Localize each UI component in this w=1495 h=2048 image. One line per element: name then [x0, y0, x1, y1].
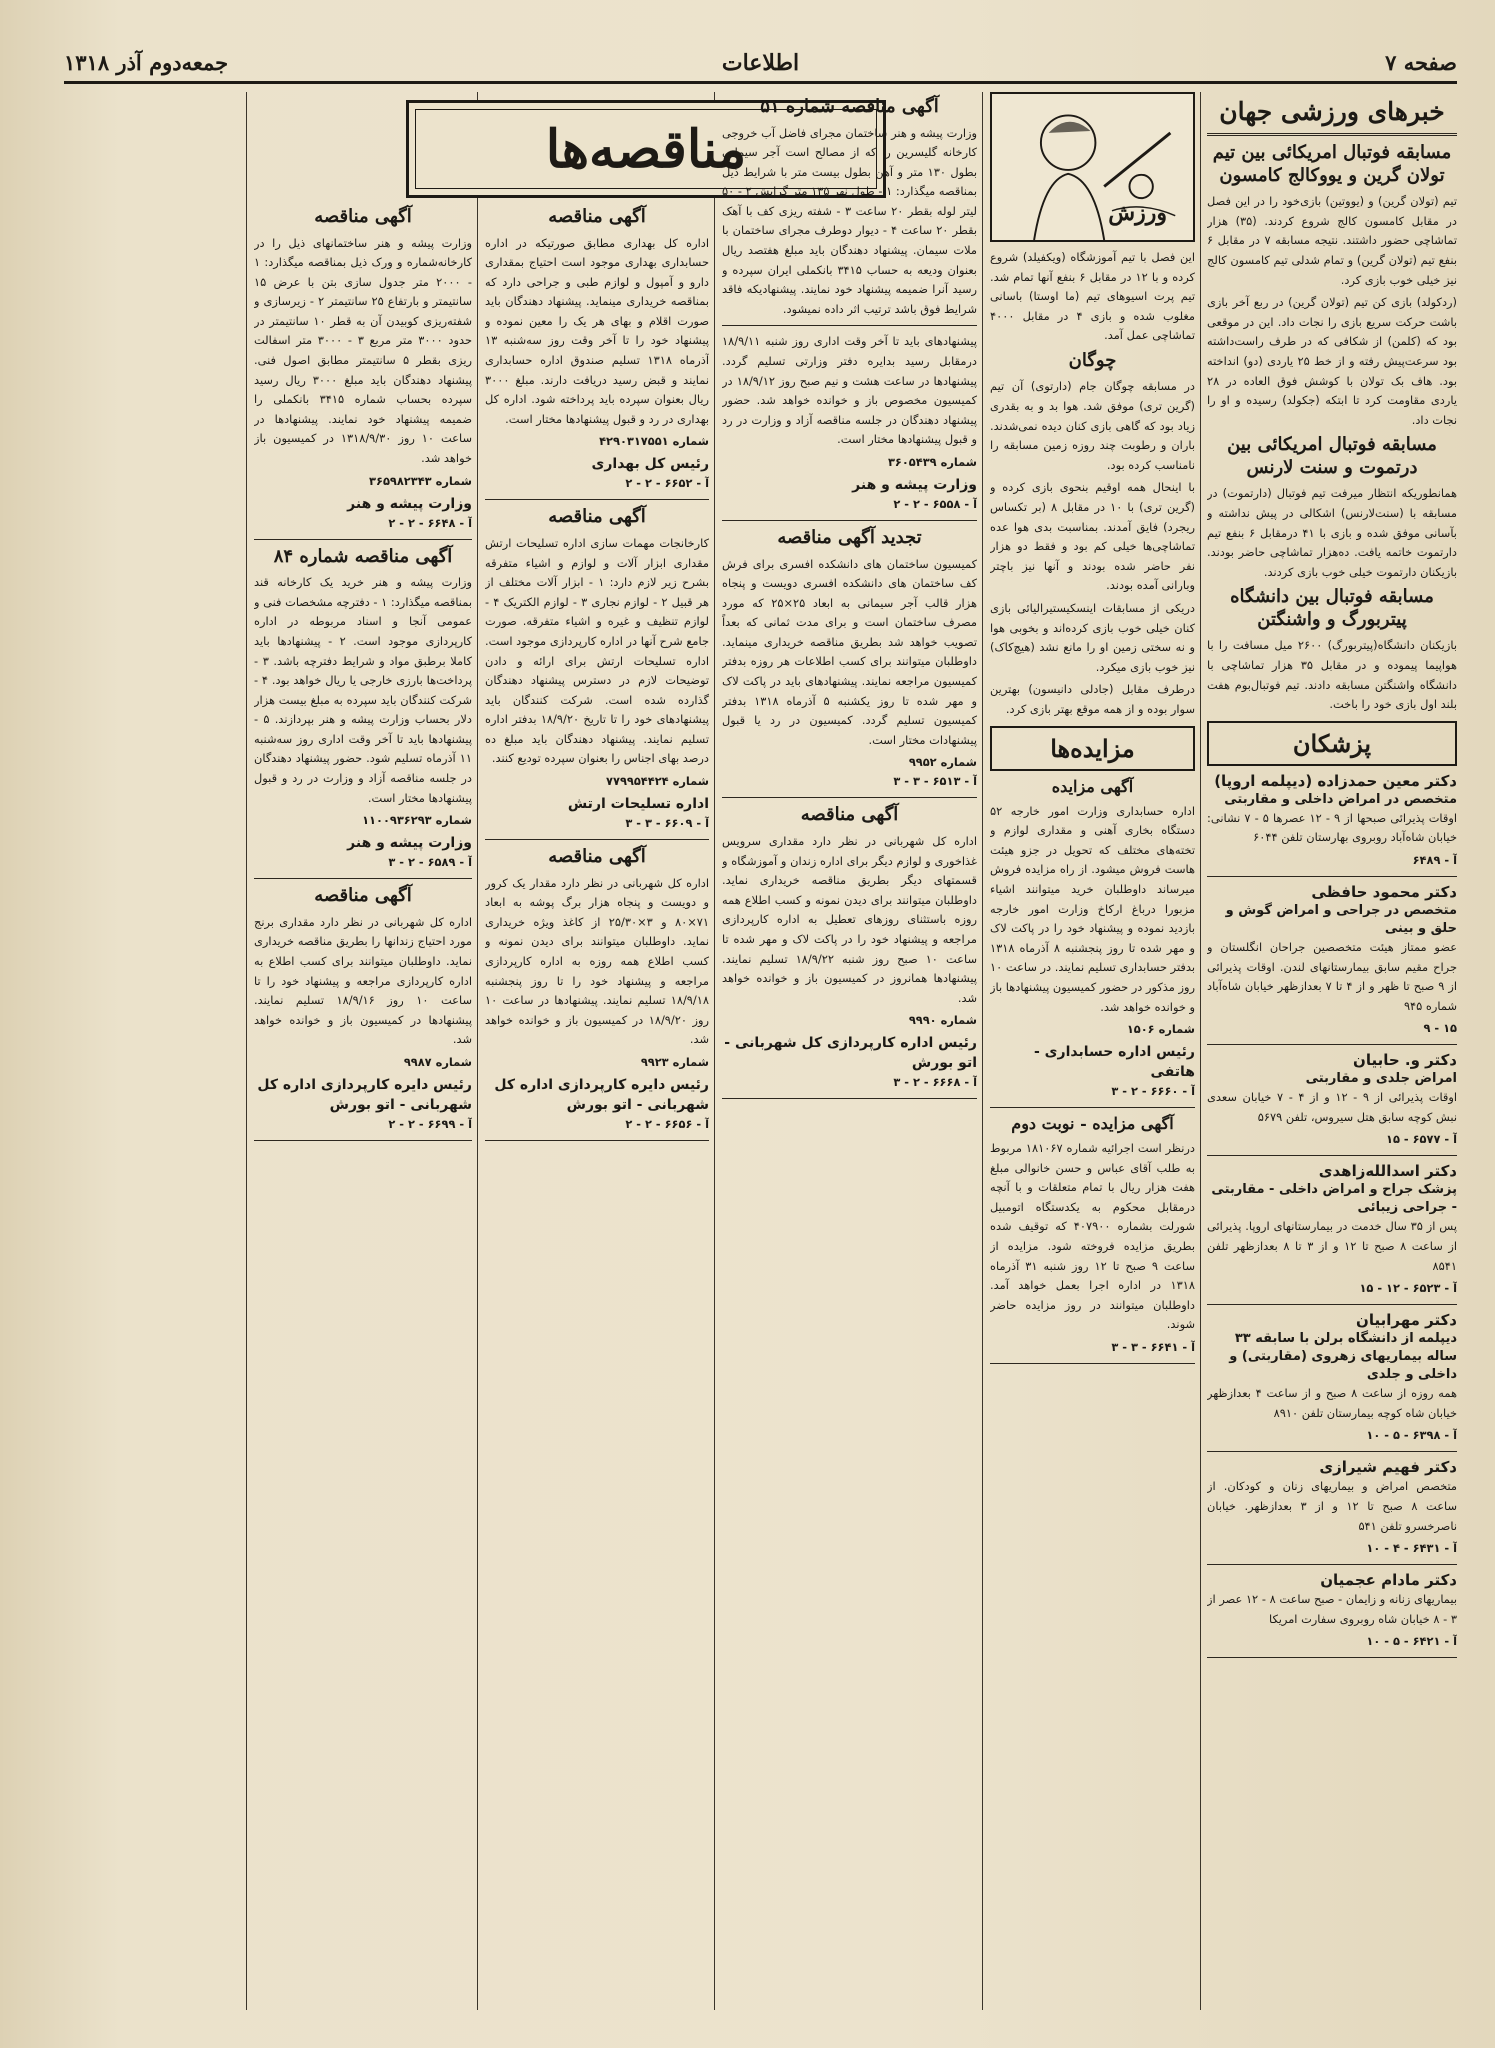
tenders-column-a — [722, 92, 977, 2010]
divider — [1207, 1657, 1457, 1658]
page-number: صفحه ۷ — [1385, 50, 1457, 75]
divider — [1207, 1304, 1457, 1305]
polo-intro: این فصل با تیم آموزشگاه (ویکفیلد) شروع کرده و با ۱۲ در مقابل ۶ بنفع آنها تمام شد. تیم پرت اسیوهای تیم (ما اوستا) باسانی مغلوب شده و بازی ۴ در مقابل ۴۰۰۰ تماشاچی عمل آمد. — [990, 250, 1195, 343]
divider — [1207, 1155, 1457, 1156]
tender-sign: رئیس اداره کارپردازی کل شهربانی - اتو بورش — [724, 1035, 977, 1072]
divider — [1207, 1044, 1457, 1045]
sports-body: تیم (تولان گرین) و (یووتین) بازی‌خود را در این فصل در مقابل کامسون کالج شروع کردند. (۳۵) هزار تماشاچی حضور داشتند. نتیجه مسابقه ۷ در مقابل ۶ بنفع تیم (تولان گرین) و تمام شدلی تیم کامسون کالج نیز خیلی خوب بازی کرد. — [1207, 194, 1457, 287]
tender-code: آ - ۶۶۵۲ - ۲ - ۲ — [625, 476, 709, 491]
auction-code: آ - ۶۶۴۱ - ۳ - ۳ — [1111, 1340, 1195, 1355]
column-rule — [1200, 92, 1201, 2010]
tender-ref: شماره ۱۱۰۰۹۳۶۲۹۳ — [362, 813, 472, 828]
sports-headline: مسابقه فوتبال امریکائی بین تیم تولان گرین و یووکالج کامسون — [1212, 142, 1452, 186]
divider — [485, 499, 709, 500]
doctor-details: اوقات پذیرائی صبحها از ۹ - ۱۲ عصرها ۵ - ۷ نشانی: خیابان شاه‌آباد روبروی بهارستان تلفن ۶۰۴۴ — [1207, 810, 1457, 845]
tender-code: آ - ۶۵۸۹ - ۲ - ۳ — [388, 855, 472, 870]
doctor-name: دکتر اسدالله‌زاهدی — [1318, 1162, 1457, 1181]
sports-title: خبرهای ورزشی جهان — [1219, 97, 1445, 126]
tender-code: آ - ۶۶۴۸ - ۲ - ۲ — [388, 515, 472, 530]
tender-ref: شماره ۹۹۸۷ — [403, 1054, 472, 1069]
doctor-details: عضو ممتاز هیئت متخصصین جراحان انگلستان و جراح مقیم سابق بیمارستانهای لندن. اوقات پذیرائی از ۹ صبح تا ظهر و از ۴ تا ۷ بعدازظهر خیابان شاه‌آباد شماره ۹۴۵ — [1207, 939, 1457, 1013]
tender-code: آ - ۶۶۰۹ - ۳ - ۳ — [625, 816, 709, 831]
sports-body: همانطوریکه انتظار میرفت تیم فوتبال (دارتموت) در مسابقه با (سنت‌لارنس) اشکالی در پیش نداشته و بآسانی موفق شده و بازی با ۴۱ درمقابل ۶ بنفع تیم دارتموت خاتمه یافت. ده‌هزار تماشاچی حاضر بودند. بازیکنان دارتموت خیلی خوب بازی کردند. — [1207, 486, 1457, 579]
tender-code: آ - ۶۵۵۸ - ۲ - ۲ — [893, 497, 977, 511]
tender-body: وزارت پیشه و هنر ساختمان مجرای فاضل آب خروجی کارخانه گلیسرین را که از مصالح است آجر سیمانی بطول ۱۳۰ متر و آهن بطول بیست متر با شرایط ذیل بمناقصه میگذارد: ۱ - طول نهر ۱۳۵ متر گرایش ۲ - ۵۰ لیتر لوله بقطر ۲۰ ساعت ۳ - شفته ریزی کف با آهک بقطر ۲۰ ساعت ۴ - دیوار دوطرف مجرای ساختمان با ملات سیمان. پیشنهاد دهندگان باید مبلغ هفتصد ریال بعنوان ودیعه به حساب ۳۴۱۵ بانکملی ایران سپرده و رسید آنرا ضمیمه پیشنهاد خود نمایند. پیشنهادیکه فاقد شرایط فوق باشد ترتیب اثر داده نمیشود. — [722, 125, 977, 316]
tenders-column-d — [38, 92, 241, 2010]
divider — [722, 520, 977, 521]
auction-ref: شماره ۱۵۰۶ — [1126, 1022, 1195, 1037]
tenders-column-c — [254, 92, 472, 2010]
polo-column — [990, 92, 1195, 2010]
doctor-ref: آ - ۶۳۹۸ - ۵ - ۱۰ — [1366, 1428, 1457, 1443]
doctor-ref: ۱۵ - ۹ — [1423, 1021, 1457, 1036]
divider — [1207, 1451, 1457, 1452]
doctor-ref: آ - ۶۵۷۷ - ۱۵ — [1386, 1132, 1457, 1147]
polo-body — [990, 377, 1195, 719]
column-rule — [714, 92, 715, 2010]
tender-sign: وزارت پیشه و هنر — [347, 495, 472, 512]
doctors-title: پزشکان — [1207, 721, 1457, 766]
doctor-name: دکتر و. حابیان — [1353, 1051, 1457, 1070]
tender-ref: شماره ۴۲۹۰۳۱۷۵۵۱ — [599, 434, 709, 449]
divider — [722, 797, 977, 798]
sports-illustration — [990, 92, 1195, 242]
tender-sign: رئیس دایره کارپردازی اداره کل شهربانی - اتو بورش — [494, 1076, 709, 1113]
tenders-column-b — [485, 92, 709, 2010]
tender-ref: شماره ۹۹۵۲ — [908, 755, 977, 770]
tender-ref: شماره ۳۶۰۵۴۳۹ — [887, 455, 977, 469]
polo-paragraph: با اینحال همه اوقیم بنحوی بازی کرده و (گرین تری) با ۱۰ در مقابل ۸ (بر تکساس ریجرد) فایق آمدند. بمناسبت بدی هوا عده تماشاچی‌ها خیلی کم بود و فقط دو هزار نفر حاضر شده بودند و آنها نیز باچتر وبارانی آمده بودند. — [990, 480, 1195, 593]
tender-list — [254, 206, 472, 1141]
doctor-specialty: دیپلمه از دانشگاه برلن با سابقه ۳۳ ساله بیماریهای زهروی (مقاربتی) و داخلی و جلدی — [1229, 1331, 1457, 1383]
tender-head: آگهی مناقصه — [800, 804, 899, 826]
tender-sign: رئیس کل بهداری — [591, 456, 709, 473]
tender-ref: شماره ۹۹۲۳ — [640, 1054, 709, 1069]
doctor-details: پس از ۳۵ سال خدمت در بیمارستانهای اروپا. پذیرائی از ساعت ۸ صبح تا ۱۲ و از ۳ تا ۸ بعدازظهر تلفن ۸۵۴۱ — [1207, 1219, 1457, 1273]
issue-date: جمعه‌دوم آذر ۱۳۱۸ — [64, 50, 229, 75]
polo-paragraph: دریکی از مسابقات اینسکیستیرالیائی بازی کنان خیلی خوب بازی کرده‌اند و بخوبی هوا و نه سختی زمین او را مانع نشد (هیچ‌کاک) نیز خوب بازی میکرد. — [990, 601, 1195, 674]
tender-body: کارخانجات مهمات سازی اداره تسلیحات ارتش مقداری ابزار آلات و لوازم و اشیاء متفرقه بشرح زیر لازم دارد: ۱ - ابزار آلات مختلف از هر قبیل ۲ - لوازم نجاری ۳ - لوازم الکتریک ۴ - لوازم تنظیف و غیره و اشیاء متفرقه. صورت جامع شرح آنها در اداره کارپردازی موجود است. اداره تسلیحات ارتش برای ارائه و دادن توضیحات لازم در دسترس پیشنهاد دهندگان گذارده شده است. شرکت کنندگان باید پیشنهادهای خود را تا تاریخ ۱۸/۹/۲۰ بدفتر اداره تسلیم نمایند. پیشنهاد دهندگان باید مبلغ ده درصد بهای اجناس را بعنوان سپرده تودیع کنند. — [485, 535, 709, 766]
tender-list — [485, 206, 709, 1141]
sports-column — [1207, 92, 1457, 2010]
doctor-name: دکتر مادام عجمیان — [1320, 1571, 1457, 1590]
divider — [722, 1098, 977, 1099]
column-rule — [246, 92, 247, 2010]
tender-code: آ - ۶۶۹۹ - ۲ - ۲ — [388, 1116, 472, 1131]
doctor-ref: آ - ۶۴۲۱ - ۵ - ۱۰ — [1366, 1634, 1457, 1649]
auction-body: درنظر است اجرائیه شماره ۱۸۱۰۶۷ مربوط به طلب آقای عباس و حسن خانوالی مبلغ هفت هزار ریال با تمام متعلقات و با آنچه درمقابل محکوم به یکدستگاه اتومبیل شورلت بشماره ۴۰۷۹۰۰ که توقیف شده بطریق مزایده فروخته شود. مزایده از ساعت ۹ صبح تا ۱۲ روز شنبه ۳۱ آذرماه ۱۳۱۸ در اداره اجرا بعمل خواهد آمد. داوطلبان میتوانند در روز مزایده حاضر شوند. — [990, 1141, 1195, 1332]
doctor-name: دکتر مهرابیان — [1356, 1311, 1457, 1330]
tender-body: وزارت پیشه و هنر خرید یک کارخانه قند بمناقصه میگذارد: ۱ - دفترچه مشخصات فنی و عمومی آنجا و اسناد مربوطه در اداره کارپردازی موجود است. ۲ - پیشنهادها باید کاملا برطبق مواد و شرایط دفترچه باشد. ۳ - پرداخت‌ها بارزی خارجی یا ریال خواهد بود. ۴ - شرکت کنندگان باید سپرده به مبلغ بیست هزار دلار بحساب وزارت پیشه و هنر بپردازند. ۵ - پیشنهادها باید تا آخر وقت اداری روز سه‌شنبه ۱۱ آذرماه تسلیم شود. حضور پیشنهاد دهندگان در جلسه مناقصه آزاد و وزارت در رد و قبول پیشنهادها مختار است. — [254, 575, 472, 805]
auctions-title: مزایده‌ها — [990, 726, 1195, 771]
tender-head: آگهی مناقصه شماره ۵۱ — [760, 96, 939, 117]
auction-sign: رئیس اداره حسابداری - هاتفی — [1034, 1044, 1195, 1081]
tender-head: آگهی مناقصه — [548, 846, 646, 868]
sports-headline: مسابقه فوتبال بین دانشگاه پیتربورگ و واشنگتن — [1230, 586, 1434, 630]
tender-body: اداره کل شهربانی در نظر دارد مقداری سرویس غذاخوری و لوازم دیگر برای اداره زندان و آموزشگاه و قسمتهای دیگر بطریق مناقصه خریداری نماید. داوطلبان میتوانند برای دیدن نمونه و کسب اطلاع همه روزه باستثنای روزهای تعطیل به اداره کارپردازی مراجعه و پیشنهاد خود را در پاکت لاک و مهر شده تا ساعت ۱۰ صبح روز شنبه ۱۸/۹/۲۲ تسلیم نمایند. پیشنهادها همانروز در کمیسیون باز و خوانده خواهد شد. — [722, 833, 977, 1005]
auction-head: آگهی مزایده - نوبت دوم — [1011, 1114, 1174, 1134]
auctions-list — [990, 777, 1195, 1364]
doctor-ref: آ - ۶۵۲۳ - ۱۲ - ۱۵ — [1359, 1281, 1457, 1296]
doctor-details: همه روزه از ساعت ۸ صبح و از ساعت ۴ بعدازظهر خیابان شاه کوچه بیمارستان تلفن ۸۹۱۰ — [1207, 1386, 1457, 1420]
divider — [254, 539, 472, 540]
doctor-ref: آ - ۶۴۳۱ - ۴ - ۱۰ — [1366, 1541, 1457, 1556]
sports-body: بازیکنان دانشگاه(پیتربورگ) ۲۶۰۰ میل مسافت را با هواپیما پیموده و در مقابل ۳۵ هزار تماشاچی با دانشگاه واشنگتن مسابقه دادند. تیم فوتبال‌بوم هفت بلند اول بازی خود را باخت. — [1207, 638, 1457, 712]
divider — [990, 1107, 1195, 1108]
divider — [990, 1363, 1195, 1364]
doctor-name: دکتر محمود حافظی — [1311, 882, 1457, 901]
tender-head: آگهی مناقصه شماره ۸۴ — [273, 545, 453, 567]
doctor-specialty: امراض جلدی و مقاربتی — [1305, 1071, 1457, 1087]
tender-code: آ - ۶۶۶۸ - ۲ - ۳ — [893, 1075, 977, 1090]
tender-body: کمیسیون ساختمان های دانشکده افسری برای فرش کف ساختمان های دانشکده افسری دویست و پنجاه هزار قالب آجر سیمانی به ابعاد ۲۵×۲۵ که مورد مصرف ساختمان است و برای مدت ثمانی که بعداً تصویب خواهد شد بطریق مناقصه خریداری مینماید. داوطلبان میتوانند برای کسب اطلاعات هر روزه بدفتر کمیسیون مراجعه نمایند. پیشنهادهای باید در پاکت لاک و مهر شده تا روز یکشنبه ۵ آذرماه ۱۳۱۸ بدفتر کمیسیون تسلیم گردد. کمیسیون در رد یا قبول پیشنهادات مختار است. — [722, 556, 977, 747]
tender-ref: شماره ۳۶۵۹۸۲۳۴۳ — [369, 473, 472, 488]
tender-body: پیشنهادهای باید تا آخر وقت اداری روز شنبه ۱۸/۹/۱۱ درمقابل رسید بدایره دفتر وزارتی تسلیم گردد. پیشنهادها در ساعت هشت و نیم صبح روز ۱۸/۹/۱۲ در کمیسیون مخصوص باز و خوانده خواهد شد. حضور پیشنهاد دهندگان در جلسه مناقصه آزاد و وزارت در رد و قبول پیشنهادها مختار است. — [722, 334, 977, 447]
divider — [1207, 1564, 1457, 1565]
polo-paragraph: درطرف مقابل (جادلی دانیسون) بهترین سوار بوده و از همه موقع بهتر بازی کرد. — [990, 682, 1195, 716]
column-rule — [982, 92, 983, 2010]
tender-body: اداره کل شهربانی در نظر دارد مقداری برنج مورد احتیاج زندانها را بطریق مناقصه خریداری نماید. داوطلبان میتوانند برای کسب اطلاع به اداره کارپردازی مراجعه و پیشنهاد خود را تا ساعت ۱۰ روز ۱۸/۹/۱۶ تسلیم نمایند. پیشنهادها در کمیسیون باز و خوانده خواهد شد. — [254, 914, 472, 1047]
doctor-name: دکتر فهیم شیرازی — [1319, 1458, 1457, 1477]
tender-code: آ - ۶۶۵۶ - ۲ - ۲ — [625, 1116, 709, 1131]
tender-list — [722, 96, 977, 1099]
auction-code: آ - ۶۶۶۰ - ۲ - ۳ — [1111, 1084, 1195, 1099]
tender-sign: رئیس دایره کارپردازی اداره کل شهربانی - اتو بورش — [257, 1076, 472, 1113]
doctor-specialty: متخصص در جراحی و امراض گوش و حلق و بینی — [1225, 902, 1457, 936]
masthead — [64, 44, 1457, 84]
divider — [485, 1140, 709, 1141]
sports-art-label: ورزش — [1108, 200, 1167, 226]
divider — [254, 1140, 472, 1141]
tender-ref: شماره ۹۹۹۰ — [908, 1013, 977, 1028]
sports-articles — [1207, 142, 1457, 714]
doctor-details: اوقات پذیرائی از ۹ - ۱۲ و از ۴ - ۷ خیابان سعدی نبش کوچه سابق هتل سیروس، تلفن ۵۶۷۹ — [1207, 1090, 1457, 1124]
tender-head: تجدید آگهی مناقصه — [777, 527, 922, 548]
tender-sign: وزارت پیشه و هنر — [347, 835, 472, 852]
tender-body: اداره کل بهداری مطابق صورتیکه در اداره حسابداری بهداری موجود است احتیاج بمقداری دارو و آمپول و لوازم طبی و جراحی دارد که بمناقصه خریداری مینماید. پیشنهاد دهندگان باید صورت اقلام و بهای هر یک را معین نموده و پیشنهاد خود را تا آخر وقت روز سه‌شنبه ۱۳ آذرماه ۱۳۱۸ تسلیم صندوق اداره حسابداری نمایند و قبض رسید دریافت دارند. مبلغ ۳۰۰۰ ریال بعنوان سپرده باید پرداخته شود. اداره کل بهداری در رد و قبول پیشنهادها مختار است. — [485, 235, 709, 426]
auction-head: آگهی مزایده — [1051, 776, 1134, 796]
sports-headline: مسابقه فوتبال امریکائی بین درتموت و سنت لارنس — [1227, 434, 1437, 478]
doctor-ref: آ - ۶۴۸۹ — [1412, 852, 1457, 867]
divider — [722, 325, 977, 326]
tender-ref: شماره ۷۷۹۹۵۴۴۲۴ — [606, 774, 709, 789]
divider — [1207, 876, 1457, 877]
tender-sign: وزارت پیشه و هنر — [852, 477, 977, 493]
tender-head: آگهی مناقصه — [314, 206, 412, 227]
tender-head: آگهی مناقصه — [314, 885, 412, 907]
divider — [485, 839, 709, 840]
polo-head: چوگان — [1068, 349, 1117, 371]
paper-name: اطلاعات — [721, 49, 800, 76]
doctor-specialty: پزشک جراح و امراض داخلی - مقاربتی - جراحی زیبائی — [1211, 1182, 1457, 1216]
tender-head: آگهی مناقصه — [548, 506, 646, 528]
tender-sign: اداره تسلیحات ارتش — [567, 796, 709, 813]
tender-body: اداره کل شهربانی در نظر دارد مقدار یک کرور و دویست و پنجاه هزار برگ پوشه به ابعاد ۷۱×۸۰ و ۳×۲۵/۳۰ از کاغذ ویژه خریداری نماید. داوطلبان میتوانند برای دیدن نمونه و کسب اطلاع همه روزه به اداره کارپردازی مراجعه و پیشنهاد خود را تا روز پنجشنبه ۱۸/۹/۱۸ تسلیم نمایند. پیشنهادها در ساعت ۱۰ روز ۱۸/۹/۲۰ در کمیسیون باز و خوانده خواهد شد. — [485, 875, 709, 1047]
doctor-details: بیماریهای زنانه و زایمان - صبح ساعت ۸ - ۱۲ عصر از ۳ - ۸ خیابان شاه روبروی سفارت امریکا — [1207, 1592, 1457, 1626]
tender-head: آگهی مناقصه — [548, 206, 646, 227]
doctor-details: متخصص امراض و بیماریهای زنان و کودکان. از ساعت ۸ صبح تا ۱۲ و از ۳ بعدازظهر. خیابان ناصرخسرو تلفن ۵۴۱ — [1207, 1479, 1457, 1533]
doctor-name: دکتر معین حمدزاده (دیپلمه اروپا) — [1214, 771, 1457, 790]
doctor-specialty: متخصص در امراض داخلی و مقاربتی — [1224, 791, 1457, 807]
polo-paragraph: در مسابقه چوگان جام (دارتوی) آن تیم (گرین تری) موفق شد. هوا بد و به بقدری زیاد بود که گاهی بازی کنان دیده نمی‌شدند. باران و رطوبت چند روزه زمین مسابقه را نامناسب کرده بود. — [990, 379, 1195, 472]
doctors-list — [1207, 772, 1457, 1659]
tender-body: وزارت پیشه و هنر ساختمانهای ذیل را در کارخانه‌شماره و ورک ذیل بمناقصه میگذارد: ۱ - ۲۰۰۰ متر جدول سازی بتن با عرض ۱۵ سانتیمتر و بارتفاع ۲۵ سانتیمتر ۲ - زیرسازی و شفته‌ریزی کوبیدن آن به قطر ۱۰ سانتیمتر در حدود ۳۰۰۰ متر مربع ۳ - ۳۰۰۰ متر اسفالت ریزی بقطر ۵ سانتیمتر مطابق اصول فنی. پیشنهاد دهندگان باید مبلغ ۳۰۰۰ ریال رسید سپرده بحساب شماره ۳۴۱۵ بانکملی را ضمیمه پیشنهاد خود نمایند. پیشنهادها در ساعت ۱۰ روز ۱۳۱۸/۹/۳۰ در کمیسیون باز خواهد شد. — [254, 235, 472, 466]
column-rule — [477, 92, 478, 2010]
banner-title: مناقصه‌ها — [545, 118, 747, 180]
tender-code: آ - ۶۵۱۳ - ۳ - ۳ — [893, 774, 977, 789]
divider — [254, 878, 472, 879]
auction-body: اداره حسابداری وزارت امور خارجه ۵۲ دستگاه بخاری آهنی و مقداری لوازم و تخته‌های مختلف که تحویل در جزو هیئت هاست فروش میشود. از راه مزایده فروش میرساند داوطلبان خرید میتوانند اشیاء مزبورا درباغ ارکاخ وزارت امور خارجه بازدید نموده و پیشنهاد خود را در پاکت لاک و مهر شده تا روز پنجشنبه ۸ آذرماه ۱۳۱۸ بدفتر حسابداری تسلیم نمایند. در ساعت ۱۰ روز مذکور در حضور کمیسیون پیشنهادها باز و خوانده خواهد شد. — [990, 803, 1195, 1014]
sports-body: (ردکولد) بازی کن تیم (تولان گرین) در ربع آخر بازی باشت حرکت سریع بازی را نجات داد. این در موقعی بود که (کلمن) از شکافی که در طرف راست‌داشته بود سرعت‌پیش رفته و از خط ۲۵ یاردی (دو) انداخته بود. هاف بک تولان با کوشش فوق العاده در ۲۸ یاردی مقاومت کرد تا ابتکه (جکولد) رسیده و او را نجات داد. — [1207, 295, 1457, 427]
